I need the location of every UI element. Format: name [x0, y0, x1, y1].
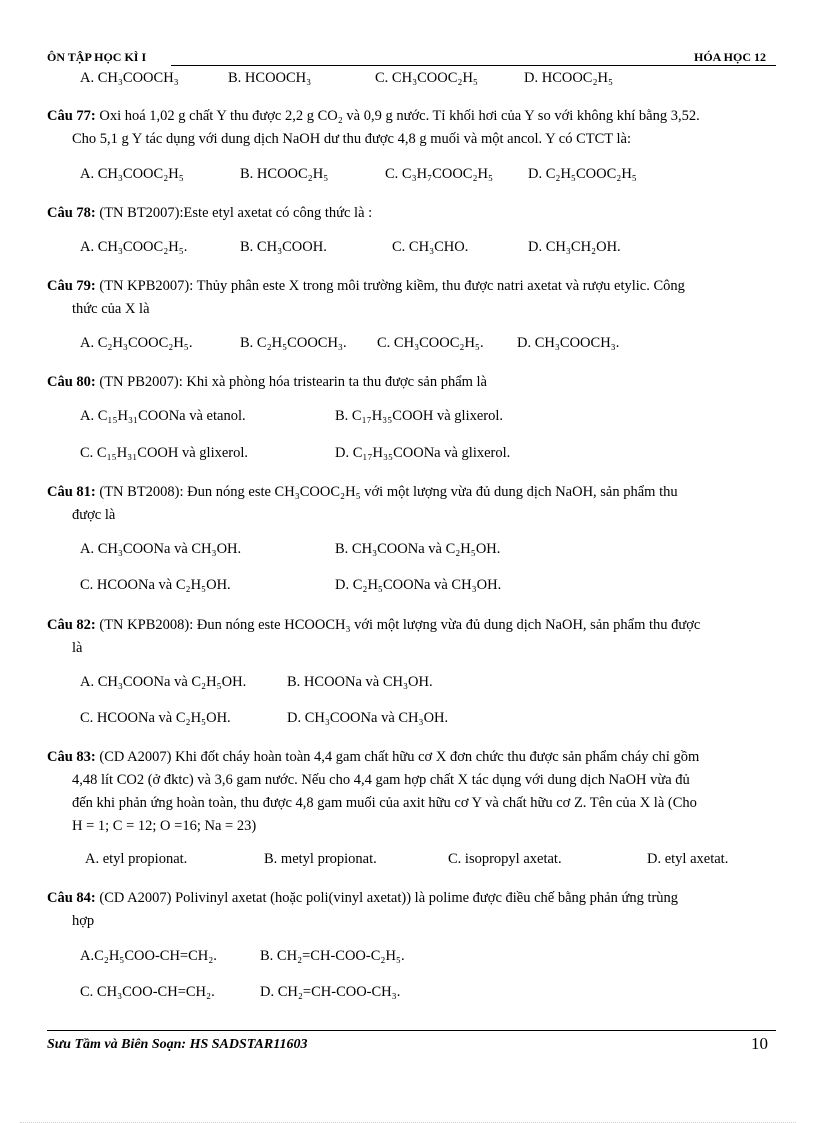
- option-b: B. CH₂=CH-COO-C₂H₅.: [260, 948, 405, 964]
- option-a: A. CH₃COOC₂H₅: [80, 166, 184, 182]
- option-c: C. C₃H₇COOC₂H₅: [385, 166, 494, 182]
- option-b: B. HCOONa và CH₃OH.: [287, 674, 433, 690]
- option-a: A. CH₃COONa và C₂H₅OH.: [80, 674, 247, 690]
- question-text-cont: H = 1; C = 12; O =16; Na = 23): [72, 818, 257, 834]
- option-d: D. CH₃CH₂OH.: [528, 239, 621, 255]
- option-d: D. C₂H₅COONa và CH₃OH.: [335, 577, 502, 593]
- question-77: [47, 105, 770, 151]
- option-b: B. C₁₇H₃₅COOH và glixerol.: [335, 408, 504, 424]
- option-d: D. C₂H₅COOC₂H₅: [528, 166, 637, 182]
- question-text: (TN BT2008): Đun nóng este CH₃COOC₂H₅ với một lượng vừa đủ dung dịch NaOH, sản phẩm thu: [99, 484, 678, 500]
- question-text: (CD A2007) Khi đốt cháy hoàn toàn 4,4 gam chất hữu cơ X đơn chức thu được sản phẩm cháy chỉ gồm: [99, 749, 700, 765]
- option-a: A.C₂H₅COO-CH=CH₂.: [80, 948, 217, 964]
- question-text-cont: là: [72, 640, 83, 656]
- header-title-right: HÓA HỌC 12: [693, 50, 766, 64]
- question-79: [47, 275, 770, 321]
- option-c: C. CH₃CHO.: [392, 239, 469, 255]
- option-c: C. HCOONa và C₂H₅OH.: [80, 577, 231, 593]
- option-d: D. etyl axetat.: [647, 851, 729, 867]
- question-84: [47, 887, 770, 933]
- option-a: A. CH₃COOC₂H₅.: [80, 239, 188, 255]
- header-title-left: ÔN TẬP HỌC KÌ I: [47, 50, 147, 64]
- question-label: Câu 82:: [47, 617, 96, 633]
- question-83: [47, 746, 770, 838]
- question-text-cont: Cho 5,1 g Y tác dụng với dung dịch NaOH dư thu được 4,8 g muối và một ancol. Y có CTCT là:: [72, 131, 632, 147]
- footer-rule: [47, 1030, 776, 1031]
- option-b: B. HCOOCH₃: [228, 70, 312, 86]
- question-label: Câu 80:: [47, 374, 96, 390]
- question-text: (TN KPB2008): Đun nóng este HCOOCH₃ với một lượng vừa đủ dung dịch NaOH, sản phẩm thu được: [99, 617, 701, 633]
- question-80: [47, 371, 770, 394]
- option-d: D. CH₃COONa và CH₃OH.: [287, 710, 449, 726]
- question-text: Oxi hoá 1,02 g chất Y thu được 2,2 g CO₂ và 0,9 g nước. Tỉ khối hơi của Y so với không khí bằng 3,52.: [99, 108, 700, 124]
- option-c: C. isopropyl axetat.: [448, 851, 562, 867]
- footer-credit: Sưu Tầm và Biên Soạn: HS SADSTAR11603: [47, 1037, 308, 1052]
- question-81: [47, 481, 770, 527]
- question-text-cont: đến khi phản ứng hoàn toàn, thu được 4,8 gam muối của axit hữu cơ Y và chất hữu cơ Z. Tên của X là (Cho: [72, 795, 697, 811]
- option-a: A. C₂H₃COOC₂H₅.: [80, 335, 193, 351]
- option-a: A. etyl propionat.: [85, 851, 188, 867]
- question-text: (TN PB2007): Khi xà phòng hóa tristearin ta thu được sản phẩm là: [99, 374, 487, 390]
- page-header: [47, 50, 776, 66]
- question-text-cont: 4,48 lít CO2 (ở đktc) và 3,6 gam nước. Nếu cho 4,4 gam hợp chất X tác dụng với dung dịch NaOH vừa đủ: [72, 772, 690, 788]
- option-d: D. C₁₇H₃₅COONa và glixerol.: [335, 445, 511, 461]
- question-text: (TN BT2007):Este etyl axetat có công thức là :: [99, 205, 373, 221]
- option-a: A. C₁₅H₃₁COONa và etanol.: [80, 408, 246, 424]
- question-text-cont: hợp: [72, 913, 95, 929]
- header-rule: [171, 65, 776, 66]
- option-c: C. CH₃COOC₂H₅.: [377, 335, 484, 351]
- option-d: D. CH₃COOCH₃.: [517, 335, 620, 351]
- option-c: C. C₁₅H₃₁COOH và glixerol.: [80, 445, 249, 461]
- question-78: [47, 202, 770, 225]
- option-a: A. CH₃COONa và CH₃OH.: [80, 541, 242, 557]
- option-d: D. HCOOC₂H₅: [524, 70, 614, 86]
- question-text-cont: được là: [72, 507, 116, 523]
- question-label: Câu 79:: [47, 278, 96, 294]
- option-b: B. metyl propionat.: [264, 851, 377, 867]
- option-b: B. HCOOC₂H₅: [240, 166, 329, 182]
- question-label: Câu 84:: [47, 890, 96, 906]
- question-82: [47, 614, 770, 660]
- question-text: (CD A2007) Polivinyl axetat (hoặc poli(vinyl axetat)) là polime được điều chế bằng phản ứng trùng: [99, 890, 679, 906]
- question-text: (TN KPB2007): Thủy phân este X trong môi trường kiềm, thu được natri axetat và rượu etylic. Công: [99, 278, 685, 294]
- question-label: Câu 77:: [47, 108, 96, 124]
- option-a: A. CH₃COOCH₃: [80, 70, 179, 86]
- option-d: D. CH₂=CH-COO-CH₃.: [260, 984, 401, 1000]
- option-b: B. CH₃COOH.: [240, 239, 327, 255]
- question-label: Câu 78:: [47, 205, 96, 221]
- option-b: B. C₂H₅COOCH₃.: [240, 335, 347, 351]
- option-c: C. CH₃COOC₂H₅: [375, 70, 478, 86]
- option-c: C. CH₃COO-CH=CH₂.: [80, 984, 215, 1000]
- question-label: Câu 83:: [47, 749, 96, 765]
- page-number: 10: [751, 1034, 768, 1053]
- option-c: C. HCOONa và C₂H₅OH.: [80, 710, 231, 726]
- option-b: B. CH₃COONa và C₂H₅OH.: [335, 541, 501, 557]
- question-label: Câu 81:: [47, 484, 96, 500]
- question-text-cont: thức của X là: [72, 301, 150, 317]
